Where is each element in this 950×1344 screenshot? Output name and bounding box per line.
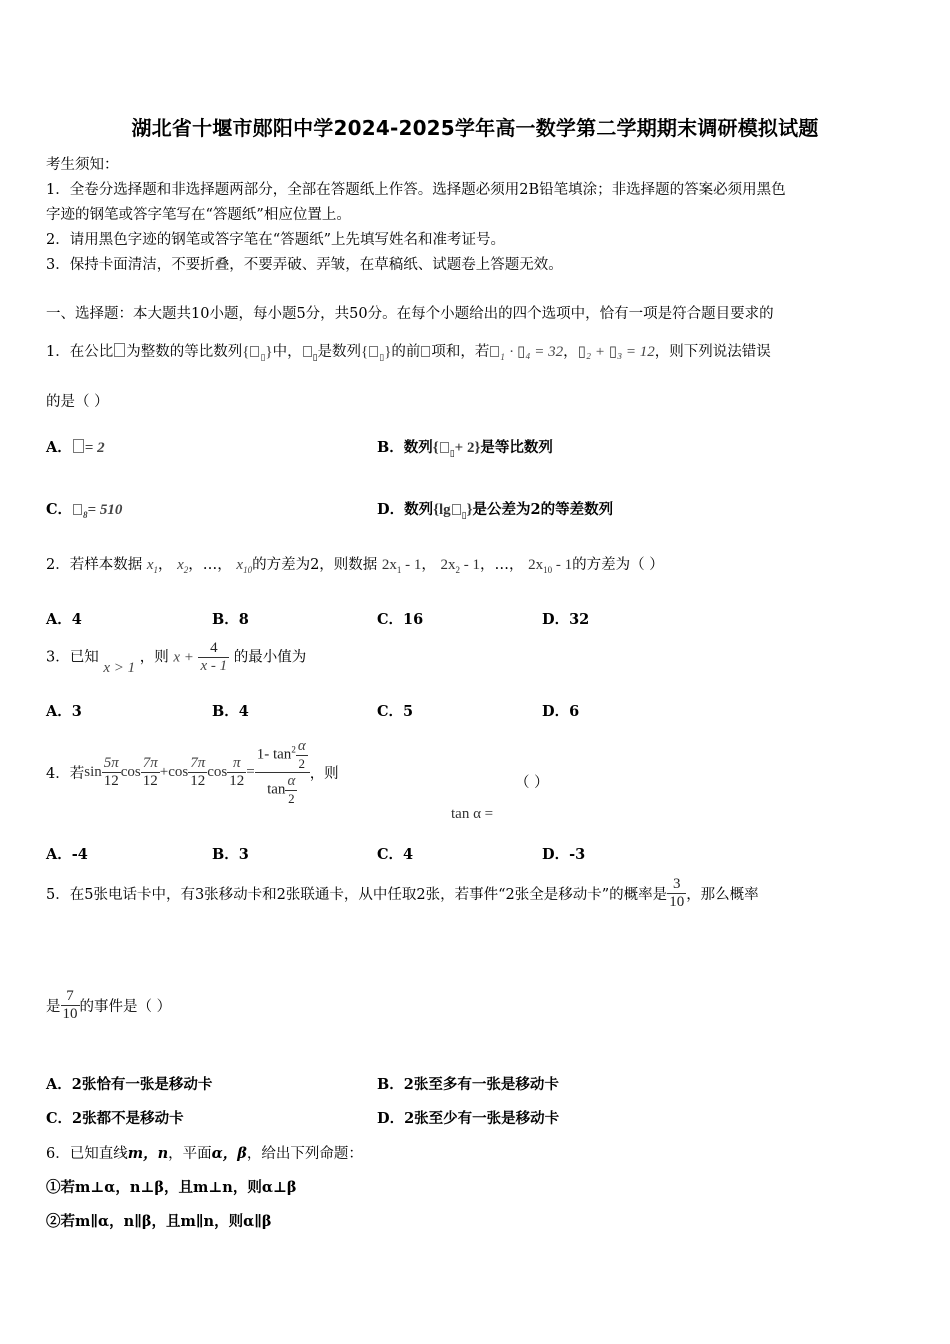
q5-prob-2: $\frac{7}{10}$ xyxy=(62,988,78,1022)
q1-option-c: C． $_8$= 510 xyxy=(46,501,123,520)
q1-d-label: D．数列 xyxy=(377,501,434,518)
q1-d-tail: 是公差为2的等差数列 xyxy=(472,501,614,518)
q2-option-b: B．8 xyxy=(212,611,249,628)
q2-option-d: D．32 xyxy=(542,611,590,628)
q4-text-2: ，则 xyxy=(309,766,339,782)
notice-line-1b: 字迹的钢笔或答字笔写在“答题纸”相应位置上。 xyxy=(46,207,351,223)
q3-option-a: A．3 xyxy=(46,703,82,720)
placeholder-symbol xyxy=(490,346,499,357)
q1-a-expr: = 2 xyxy=(84,440,105,456)
q1-option-b: B．数列{ $_▯$+ 2}是等比数列 xyxy=(377,439,553,459)
q5-prob-1: $\frac{3}{10}$ xyxy=(669,876,685,910)
q1-text-2: 为整数的等比数列 xyxy=(126,344,243,360)
section-heading: 一、选择题：本大题共10小题，每小题5分，共50分。在每个小题给出的四个选项中，恰有一项是符合题目要求的 xyxy=(46,306,774,322)
q4-answer-paren: （ ） xyxy=(515,775,549,791)
q4-option-a: A．-4 xyxy=(46,846,88,863)
q5-option-d: D．2张至少有一张是移动卡 xyxy=(377,1110,560,1127)
q1-text-5: 的前 xyxy=(391,344,421,360)
q1-expr-1: · ▯₄ = 32 xyxy=(509,344,564,360)
placeholder-symbol xyxy=(440,442,449,453)
brace-symbol: { $_▯$} xyxy=(361,344,392,362)
notice-line-3: 3．保持卡面清洁，不要折叠，不要弄破、弄皱，在草稿纸、试题卷上答题无效。 xyxy=(46,257,563,273)
q2-option-c: C．16 xyxy=(377,611,424,628)
q3-text-3: 的最小值为 xyxy=(233,649,307,666)
placeholder-symbol xyxy=(303,346,312,357)
question-1-stem: 1．在公比 为整数的等比数列{ $_▯$}中， $_▯$是数列{ $_▯$}的前 项和，若 $_1$ · ▯₄ = 32，▯₂ + ▯₃ = 12，则下列说法错误 xyxy=(46,344,771,363)
notice-heading: 考生须知： xyxy=(46,157,119,173)
q1-d-expr: {lg xyxy=(433,502,451,518)
q4-option-d: D．-3 xyxy=(542,846,586,863)
question-3-stem xyxy=(46,640,306,675)
q6-proposition-1: ①若m⊥α，n⊥β，且m⊥n，则α⊥β xyxy=(46,1179,297,1196)
q1-text-6: 项和，若 xyxy=(431,344,490,360)
q3-x: x + xyxy=(173,649,194,666)
placeholder-symbol xyxy=(421,346,430,357)
q1-expr-2: ▯₂ + ▯₃ = 12 xyxy=(577,344,655,360)
q3-option-b: B．4 xyxy=(212,703,249,720)
page-title: 湖北省十堰市郧阳中学2024-2025学年高一数学第二学期期末调研模拟试题 xyxy=(131,116,819,140)
q5-option-c: C．2张都不是移动卡 xyxy=(46,1110,184,1127)
q1-c-expr: = 510 xyxy=(87,502,123,518)
q1-text-7: ，则下列说法错误 xyxy=(654,344,771,360)
q3-text-1: 3．已知 xyxy=(46,649,99,666)
q3-option-d: D．6 xyxy=(542,703,580,720)
q1-b-expr: + 2} xyxy=(454,440,481,456)
q4-big-fraction: 1- $\tan^2$ $\frac{\alpha}{2}$ tan $\frac{\alpha}{2}$ xyxy=(255,738,310,807)
q1-c-label: C． xyxy=(46,501,73,518)
q1-text-1: 1．在公比 xyxy=(46,344,114,360)
q6-proposition-2: ②若m∥α，n∥β，且m∥n，则α∥β xyxy=(46,1213,272,1230)
notice-line-2: 2．请用黑色字迹的钢笔或答字笔在“答题纸”上先填写姓名和准考证号。 xyxy=(46,232,506,248)
placeholder-symbol xyxy=(73,439,84,453)
question-4-stem: 4．若sin $\frac{5\pi}{12}$ cos $\frac{7\pi}{12}$ +cos $\frac{7\pi}{12}$ cos $\frac{\pi}{12}$ = 1- $\tan^2$ $\frac{\alpha}{2}$ tan $\frac{\alpha}{2}$ ，则 xyxy=(46,738,339,806)
placeholder-symbol xyxy=(73,504,82,515)
q4-tan-alpha: tan α = xyxy=(451,806,494,822)
question-2-stem: 2．若样本数据 $x_1$， $x_2$，…， $x_{10}$的方差为2，则数据 $2x_1 - 1$， $2x_2 - 1$，…， $2x_{10} - 1$的方差为（ ） xyxy=(46,557,664,575)
q3-condition: x > 1 xyxy=(103,659,136,676)
placeholder-symbol xyxy=(114,343,125,357)
q5-text-3: 是 xyxy=(46,999,61,1015)
q1-text-4: 是数列 xyxy=(317,344,362,360)
q3-option-c: C．5 xyxy=(377,703,414,720)
question-6-stem: 6．已知直线m，n，平面α，β，给出下列命题： xyxy=(46,1145,363,1162)
q1-option-d: D．数列{lg $_▯$}是公差为2的等差数列 xyxy=(377,501,614,521)
q2-text-3: 的方差为（ ） xyxy=(572,557,664,573)
q4-option-b: B．3 xyxy=(212,846,249,863)
q5-text-4: 的事件是（ ） xyxy=(79,999,172,1015)
q5-option-b: B．2张至多有一张是移动卡 xyxy=(377,1076,559,1093)
q3-text-2: ，则 xyxy=(139,649,169,666)
notice-line-1a: 1．全卷分选择题和非选择题两部分，全部在答题纸上作答。选择题必须用2B铅笔填涂；非选择题的答案必须用黑色 xyxy=(46,182,786,198)
q1-text-8: 的是（ ） xyxy=(46,394,109,410)
q4-text-1: 4．若 xyxy=(46,766,85,782)
brace-symbol: { $_▯$} xyxy=(242,344,273,362)
q3-fraction: $\frac{4}{x - 1}$ xyxy=(200,640,228,674)
q2-text-2: 的方差为2，则数据 xyxy=(252,557,378,573)
q5-text-2: ，那么概率 xyxy=(686,887,759,903)
q2-text-1: 2．若样本数据 xyxy=(46,557,143,573)
q2-option-a: A．4 xyxy=(46,611,82,628)
question-5-stem xyxy=(46,876,759,911)
q5-option-a: A．2张恰有一张是移动卡 xyxy=(46,1076,213,1093)
q1-a-label: A． xyxy=(46,439,72,456)
q1-option-a xyxy=(46,436,105,457)
q5-text-1: 5．在5张电话卡中，有3张移动卡和2张联通卡，从中任取2张，若事件“2张全是移动卡”的概率是 xyxy=(46,887,668,903)
q5-line-2 xyxy=(46,988,171,1023)
placeholder-symbol xyxy=(452,504,461,515)
q1-text-3: 中， xyxy=(272,344,302,360)
q1-b-tail: 是等比数列 xyxy=(480,439,553,456)
q4-option-c: C．4 xyxy=(377,846,414,863)
q1-b-label: B．数列 xyxy=(377,439,433,456)
